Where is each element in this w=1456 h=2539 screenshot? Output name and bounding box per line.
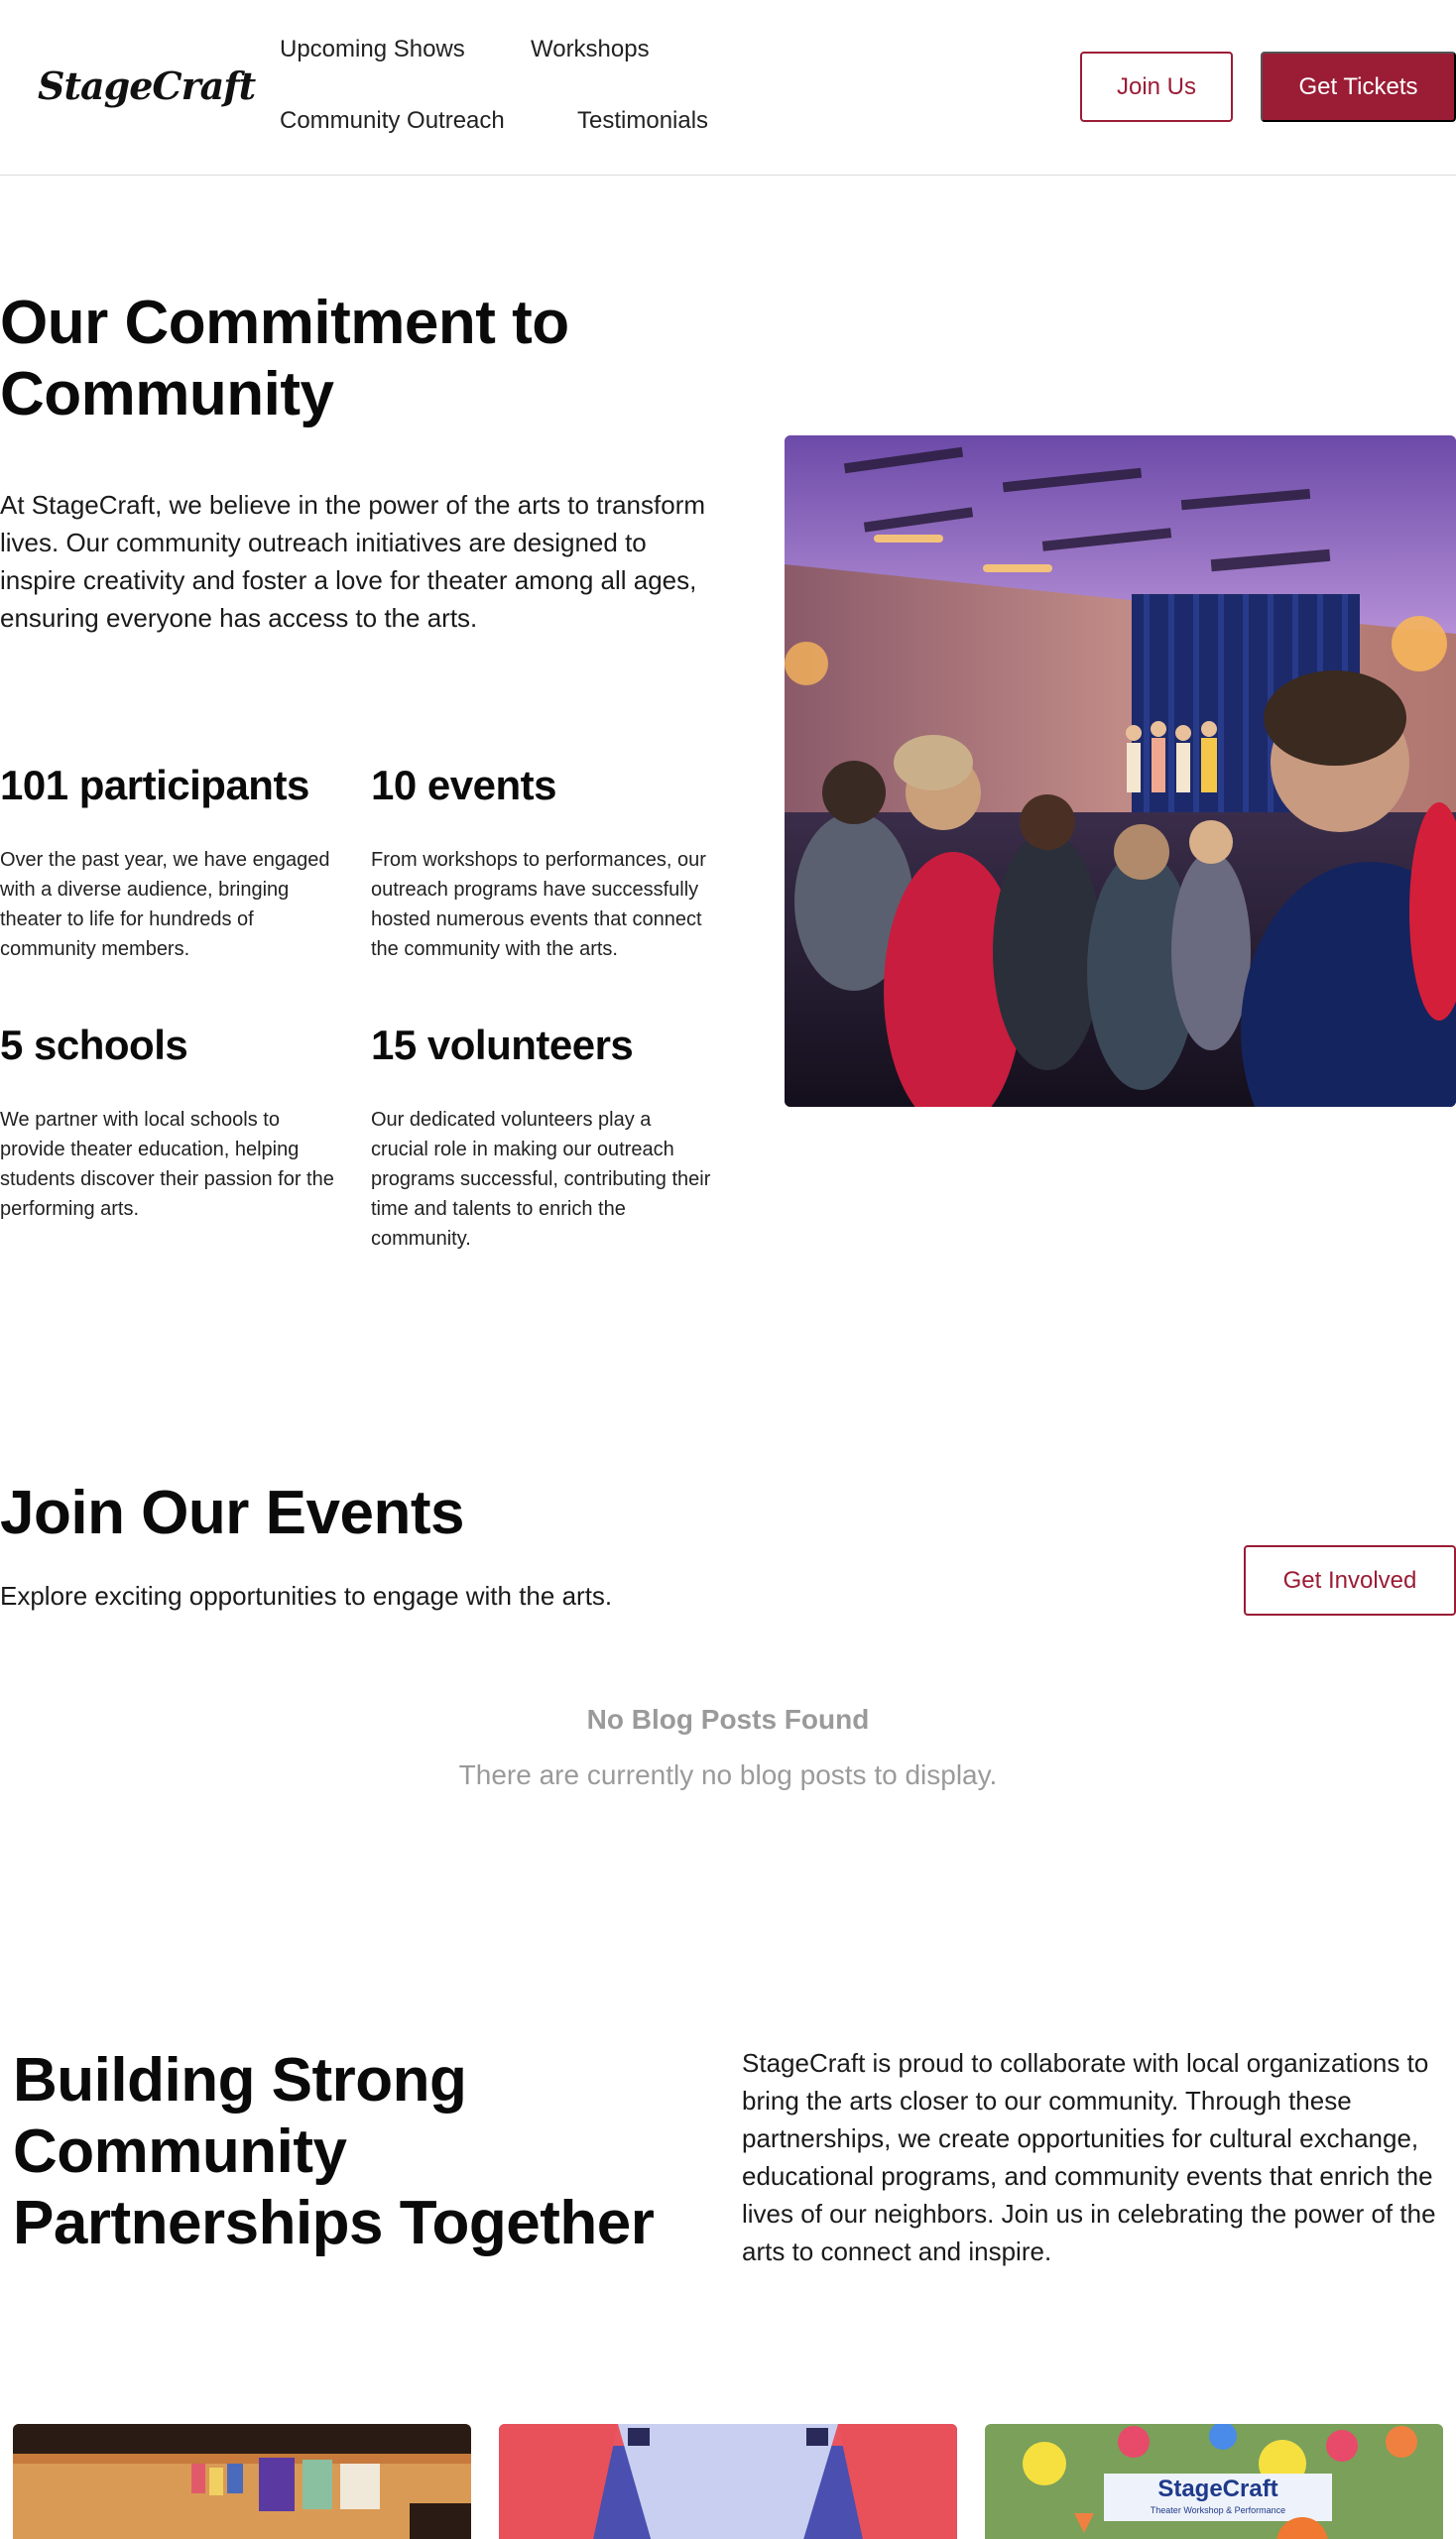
partner-card-stage[interactable] [499, 2424, 957, 2539]
nav-upcoming-shows[interactable]: Upcoming Shows [280, 36, 465, 62]
site-header [0, 0, 1456, 176]
stat-events-text: From workshops to performances, our outreach programs have successfully hosted numerous events that connect the community with the arts. [371, 849, 706, 960]
stat-schools-text: We partner with local schools to provide theater education, helping students discover their passion for the performing arts. [0, 1109, 334, 1220]
stat-schools-number: 5 schools [0, 1022, 188, 1068]
partnerships-text: StageCraft is proud to collaborate with local organizations to bring the arts closer to our community. Through these partnerships, we create opportunities for cultural exchange, educational programs, and community events that enrich the lives of our neighbors. Join us in celebrating the power of the arts to connect and inspire. [742, 2048, 1436, 2266]
empty-blog-text: There are currently no blog posts to display. [458, 1759, 998, 1790]
nav-testimonials[interactable]: Testimonials [577, 107, 709, 134]
get-involved-button[interactable]: Get Involved [1244, 1545, 1456, 1616]
get-tickets-button[interactable]: Get Tickets [1261, 52, 1456, 122]
festival-banner-subtitle: Theater Workshop & Performance [1150, 2505, 1286, 2515]
commitment-title-line2: Community [0, 360, 334, 428]
nav-workshops[interactable]: Workshops [531, 36, 650, 62]
stat-participants-number: 101 participants [0, 762, 309, 808]
empty-blog-title: No Blog Posts Found [586, 1704, 870, 1735]
partner-card-workshop[interactable] [13, 2424, 471, 2539]
theater-audience-photo [785, 435, 1456, 1107]
logo[interactable]: StageCraft [38, 63, 256, 108]
stat-volunteers-text: Our dedicated volunteers play a crucial role in making our outreach programs successful, contributing their time and talents to enrich the community. [371, 1109, 711, 1250]
commitment-title [0, 288, 569, 430]
partnerships-title-line3: Partnerships Together [13, 2189, 655, 2257]
join-us-button[interactable]: Join Us [1080, 52, 1233, 122]
stat-participants-text: Over the past year, we have engaged with a diverse audience, bringing theater to life for hundreds of community members. [0, 849, 330, 960]
festival-banner-title: StageCraft [1157, 2476, 1278, 2502]
nav-community-outreach[interactable]: Community Outreach [280, 107, 505, 134]
partner-card-festival[interactable] [985, 2424, 1443, 2539]
events-subtitle: Explore exciting opportunities to engage with the arts. [0, 1581, 613, 1611]
commitment-lead: At StageCraft, we believe in the power of the arts to transform lives. Our community outreach initiatives are designed to inspire creativity and foster a love for theater among all ages, ensuring everyone has access to the arts. [0, 490, 706, 633]
partnerships-title-line2: Community [13, 2117, 347, 2186]
partnerships-title-line1: Building Strong [13, 2046, 467, 2115]
stat-volunteers-number: 15 volunteers [371, 1022, 634, 1068]
partnerships-title [13, 2045, 727, 2259]
commitment-title-line1: Our Commitment to [0, 289, 569, 357]
stat-events-number: 10 events [371, 762, 556, 808]
events-title: Join Our Events [0, 1479, 464, 1547]
